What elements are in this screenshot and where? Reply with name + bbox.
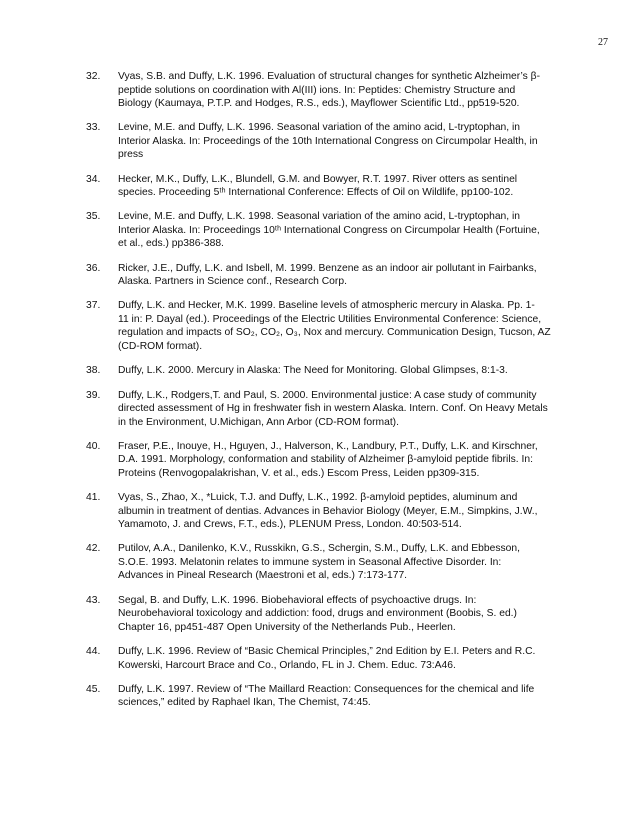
reference-number: 34. <box>86 173 101 185</box>
reference-text: Hecker, M.K., Duffy, L.K., Blundell, G.M. and Bowyer, R.T. 1997. River otters as sentinel species. Proceeding 5ᵗʰ International Conference: Effects of Oil on Wildlife, pp100-102. <box>118 173 518 199</box>
reference-number: 43. <box>86 594 101 606</box>
reference-item <box>86 389 608 430</box>
reference-number: 33. <box>86 122 101 134</box>
reference-item <box>86 210 608 251</box>
reference-text: Ricker, J.E., Duffy, L.K. and Isbell, M. 1999. Benzene as an indoor air pollutant in Fairbanks, Alaska. Partners in Science conf., Research Corp. <box>118 262 537 288</box>
reference-number: 35. <box>86 211 101 223</box>
reference-text: Segal, B. and Duffy, L.K. 1996. Biobehavioral effects of psychoactive drugs. In: Neurobehavioral toxicology and addiction: food, drugs and environment (Boobis, S. ed.) Chapter 16, pp451-487 Open University of the Netherlands Pub., Heerlen. <box>118 594 517 633</box>
reference-item <box>86 542 608 583</box>
reference-text: Duffy, L.K. and Hecker, M.K. 1999. Baseline levels of atmospheric mercury in Alaska. Pp. 1- 11 in: P. Dayal (ed.). Proceedings of the Electric Utilities Environmental Conference: Science, regulation and impacts of SO₂, CO₂, O₃, Nox and mercury. Communication Design, Tucson, AZ (CD-ROM format). <box>118 300 551 352</box>
reference-number: 44. <box>86 646 101 658</box>
reference-text: Duffy, L.K. 2000. Mercury in Alaska: The Need for Monitoring. Global Glimpses, 8:1-3. <box>118 365 508 377</box>
reference-item <box>86 262 608 289</box>
reference-list <box>86 70 608 721</box>
reference-number: 32. <box>86 71 101 82</box>
reference-item <box>86 70 608 111</box>
reference-item <box>86 121 608 162</box>
reference-item <box>86 173 608 200</box>
reference-number: 38. <box>86 365 101 377</box>
reference-number: 41. <box>86 492 101 504</box>
reference-item <box>86 683 608 710</box>
reference-number: 40. <box>86 440 101 452</box>
reference-item <box>86 491 608 532</box>
reference-text: Vyas, S.B. and Duffy, L.K. 1996. Evaluation of structural changes for synthetic Alzheimer’s β- peptide solutions on coordination with Al(III) ions. In: Peptides: Chemistry Structure and Biology (Kaumaya, P.T.P. and Hodges, R.S., eds.), Mayflower Scientific Ltd., pp519-520. <box>118 71 541 109</box>
reference-number: 42. <box>86 543 101 555</box>
reference-item <box>86 645 608 672</box>
reference-text: Duffy, L.K. 1996. Review of “Basic Chemical Principles,” 2nd Edition by E.I. Peters and R.C. Kowerski, Harcourt Brace and Co., Orlando, FL in J. Chem. Educ. 73:A46. <box>118 646 536 671</box>
reference-item <box>86 299 608 353</box>
reference-item <box>86 594 608 635</box>
reference-text: Levine, M.E. and Duffy, L.K. 1996. Seasonal variation of the amino acid, L-tryptophan, in Interior Alaska. In: Proceedings of the 10th International Congress on Circumpolar Health, in press <box>118 122 538 161</box>
reference-number: 45. <box>86 683 101 695</box>
reference-number: 39. <box>86 389 101 401</box>
reference-number: 36. <box>86 262 101 274</box>
reference-text: Vyas, S., Zhao, X., *Luick, T.J. and Duffy, L.K., 1992. β-amyloid peptides, aluminum and albumin in treatment of dentias. Advances in Behavior Biology (Meyer, E.M., Simpkins, J.W., Yamamoto, J. and Crews, F.T., eds.), PLENUM Press, London. 40:503-514. <box>118 492 538 531</box>
reference-item <box>86 440 608 481</box>
reference-text: Levine, M.E. and Duffy, L.K. 1998. Seasonal variation of the amino acid, L-tryptophan, in Interior Alaska. In: Proceedings 10ᵗʰ International Congress on Circumpolar Health (Fortuine, et al., eds.) pp386-388. <box>118 211 540 250</box>
reference-text: Fraser, P.E., Inouye, H., Hguyen, J., Halverson, K., Landbury, P.T., Duffy, L.K. and Kirschner, D.A. 1991. Morphology, conformation and stability of Alzheimer β-amyloid peptide fibrils. In: Proteins (Renvogopalakrishan, V. et al., eds.) Escom Press, Leiden pp309-315. <box>118 440 538 479</box>
reference-item <box>86 364 608 378</box>
reference-text: Duffy, L.K., Rodgers,T. and Paul, S. 2000. Environmental justice: A case study of community directed assessment of Hg in freshwater fish in western Alaska. Intern. Conf. On Heavy Metals in the Environment, U.Michigan, Ann Arbor (CD-ROM format). <box>118 389 548 428</box>
page-number: 27 <box>598 37 608 48</box>
reference-text: Duffy, L.K. 1997. Review of “The Maillard Reaction: Consequences for the chemical and life sciences,” edited by Raphael Ikan, The Chemist, 74:45. <box>118 683 535 709</box>
reference-text: Putilov, A.A., Danilenko, K.V., Russkikn, G.S., Schergin, S.M., Duffy, L.K. and Ebbesson, S.O.E. 1993. Melatonin relates to immune system in Seasonal Affective Disorder. In: Advances in Pineal Research (Maestroni et al, eds.) 7:173-177. <box>118 543 520 582</box>
reference-number: 37. <box>86 300 101 312</box>
